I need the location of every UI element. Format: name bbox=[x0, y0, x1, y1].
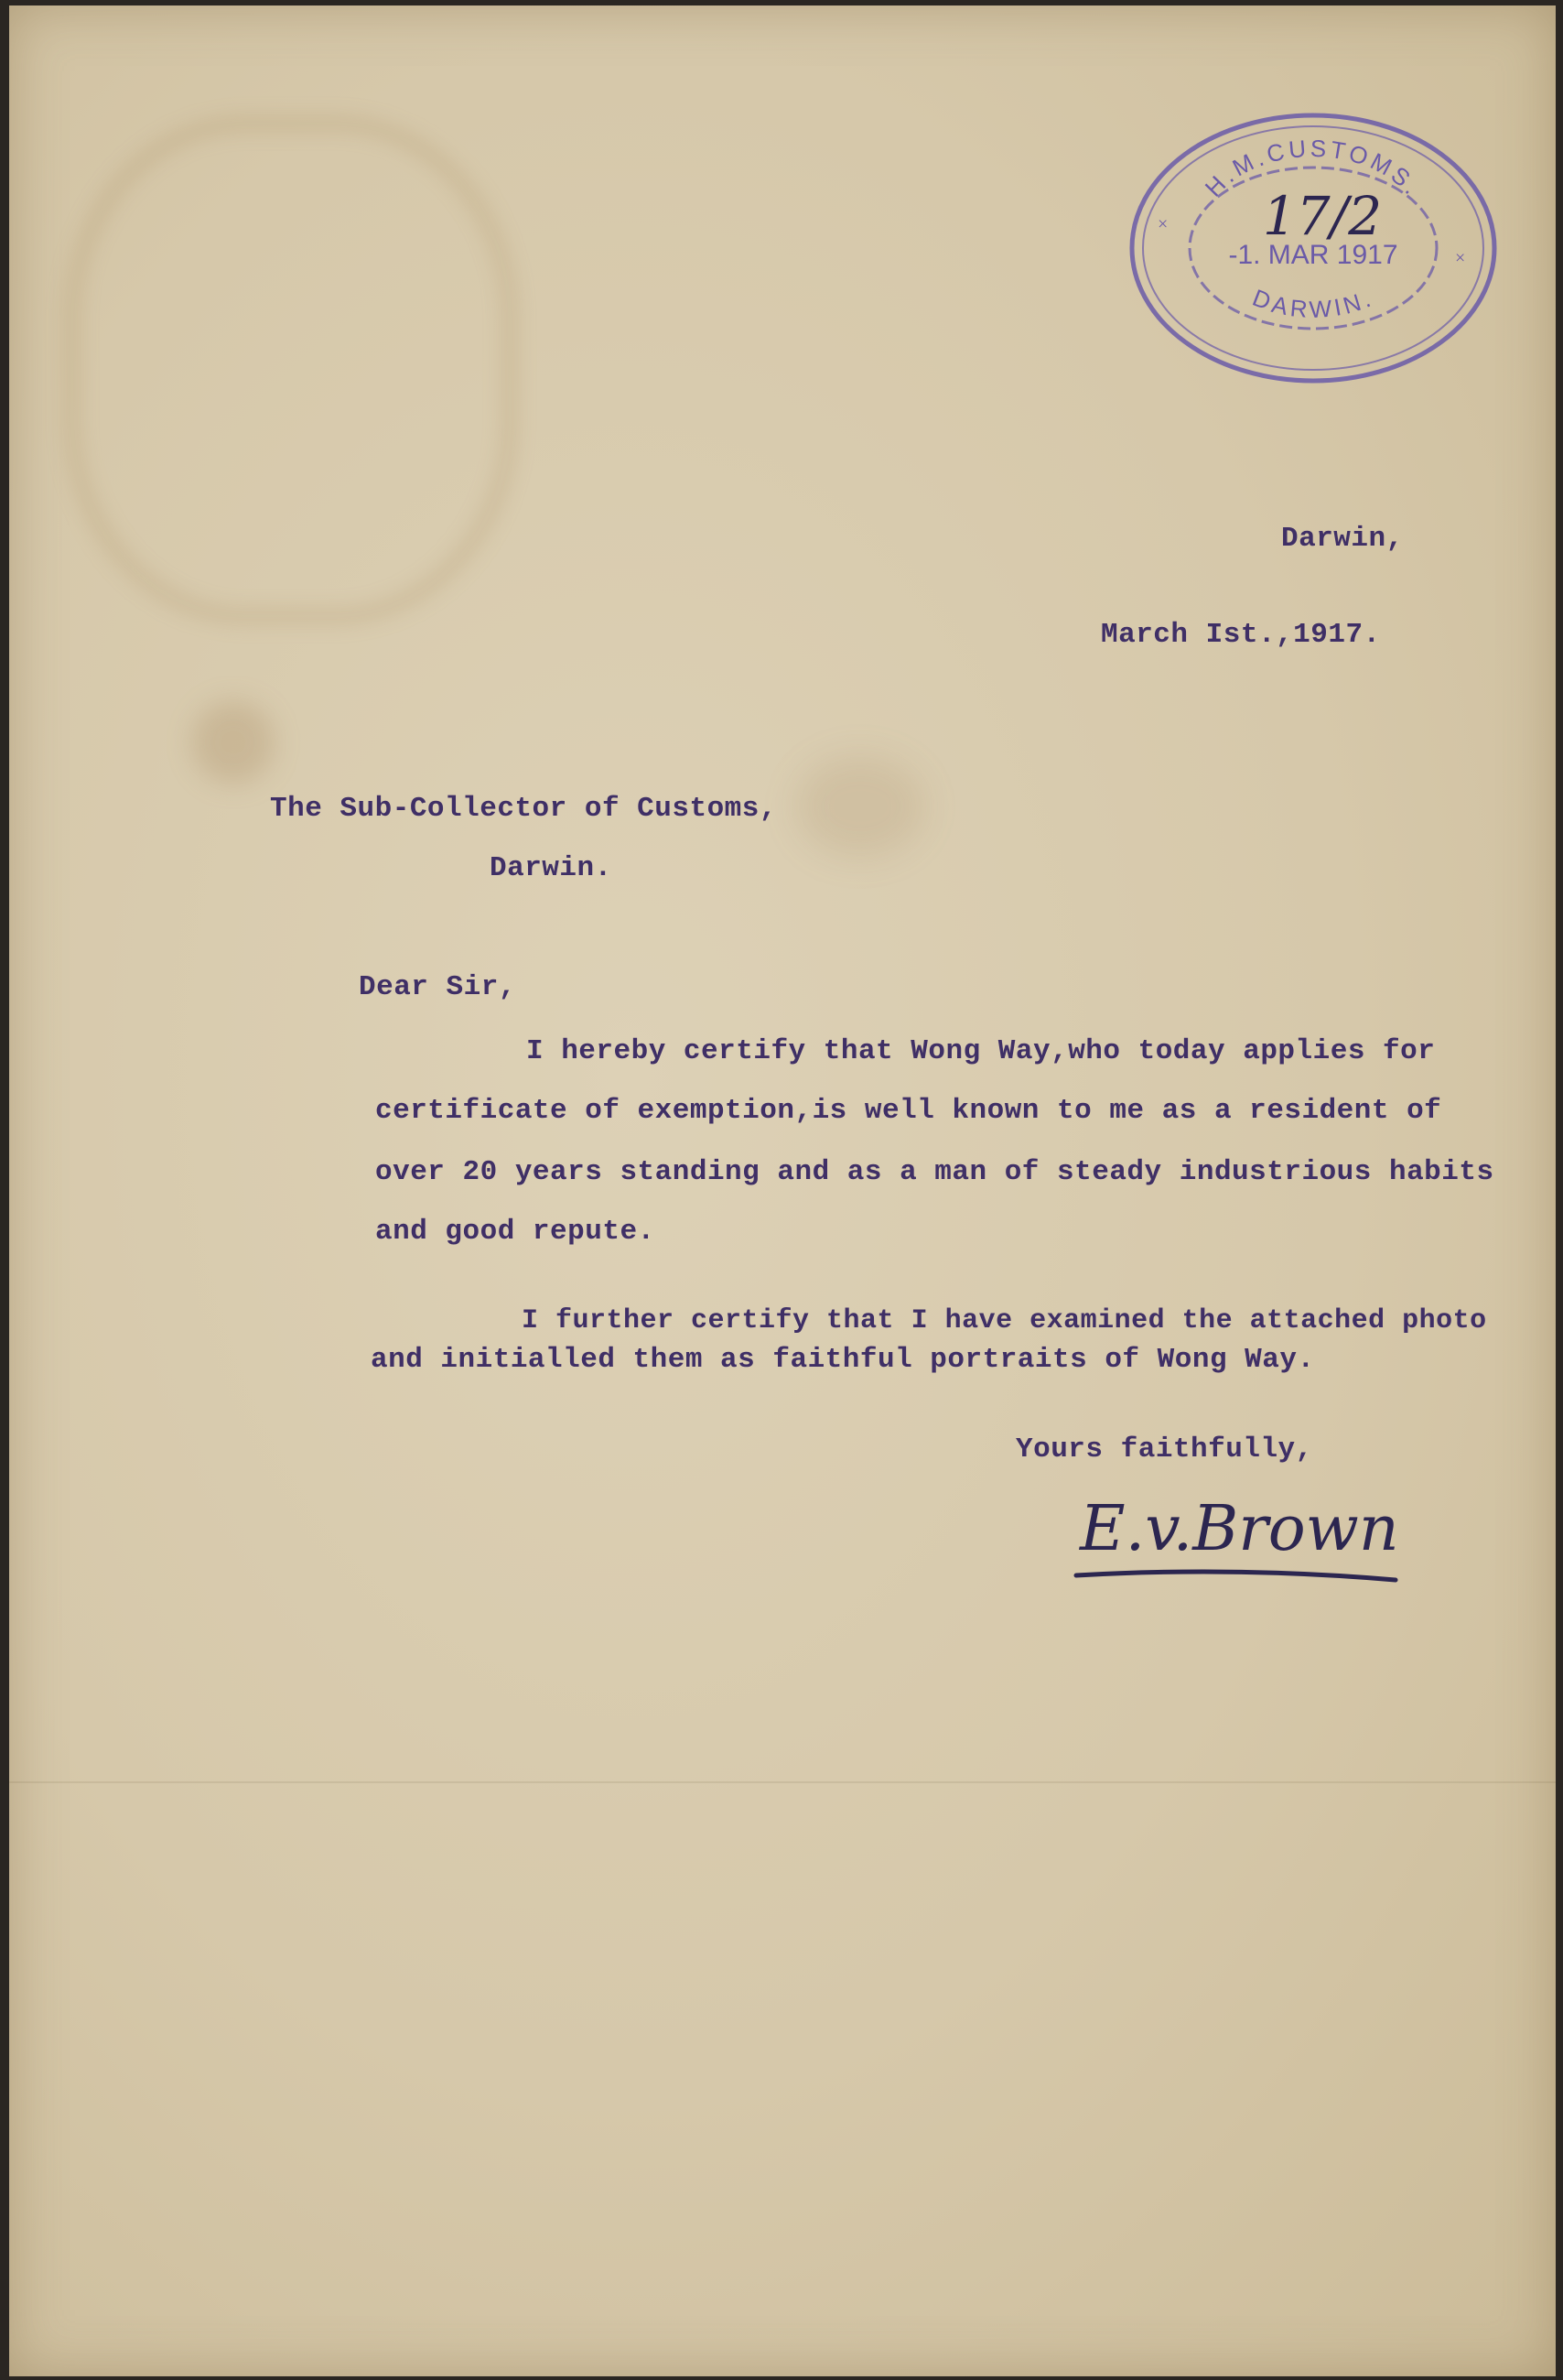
letter-date: March Ist.,1917. bbox=[1101, 619, 1381, 651]
recipient-line: The Sub-Collector of Customs, bbox=[270, 793, 777, 825]
stamp-handwritten-number: 17/2 bbox=[1262, 185, 1383, 247]
signature-text: E.v.Brown bbox=[1080, 1493, 1399, 1565]
stamp-cross-icon: × bbox=[1158, 214, 1169, 234]
letter-page bbox=[9, 5, 1556, 2376]
recipient-line: Darwin. bbox=[490, 852, 612, 884]
closing: Yours faithfully, bbox=[1016, 1433, 1313, 1466]
paragraph-line: and good repute. bbox=[375, 1216, 655, 1248]
water-stain bbox=[64, 115, 518, 624]
paragraph-line: over 20 years standing and as a man of steady industrious habits bbox=[375, 1156, 1494, 1188]
spot-stain bbox=[192, 701, 275, 784]
stamp-bottom-text: DARWIN. bbox=[1248, 283, 1378, 324]
signature bbox=[1071, 1475, 1409, 1594]
spot-stain bbox=[796, 756, 924, 857]
salutation: Dear Sir, bbox=[359, 971, 516, 1003]
stamp-cross-icon: × bbox=[1455, 248, 1466, 268]
paragraph-line: and initialled them as faithful portraits of Wong Way. bbox=[371, 1344, 1315, 1376]
paragraph-line: I further certify that I have examined the attached photo bbox=[522, 1305, 1487, 1336]
fold-line bbox=[9, 1781, 1556, 1783]
paragraph-line: I hereby certify that Wong Way,who today applies for bbox=[526, 1035, 1436, 1067]
stamp-date: -1. MAR 1917 bbox=[1228, 240, 1398, 270]
customs-stamp bbox=[1121, 106, 1505, 390]
letter-place: Darwin, bbox=[1281, 523, 1404, 555]
signature-underline bbox=[1076, 1572, 1396, 1580]
paragraph-line: certificate of exemption,is well known to me as a resident of bbox=[375, 1095, 1442, 1127]
stamp-top-text: H.M.CUSTOMS. bbox=[1199, 134, 1428, 202]
